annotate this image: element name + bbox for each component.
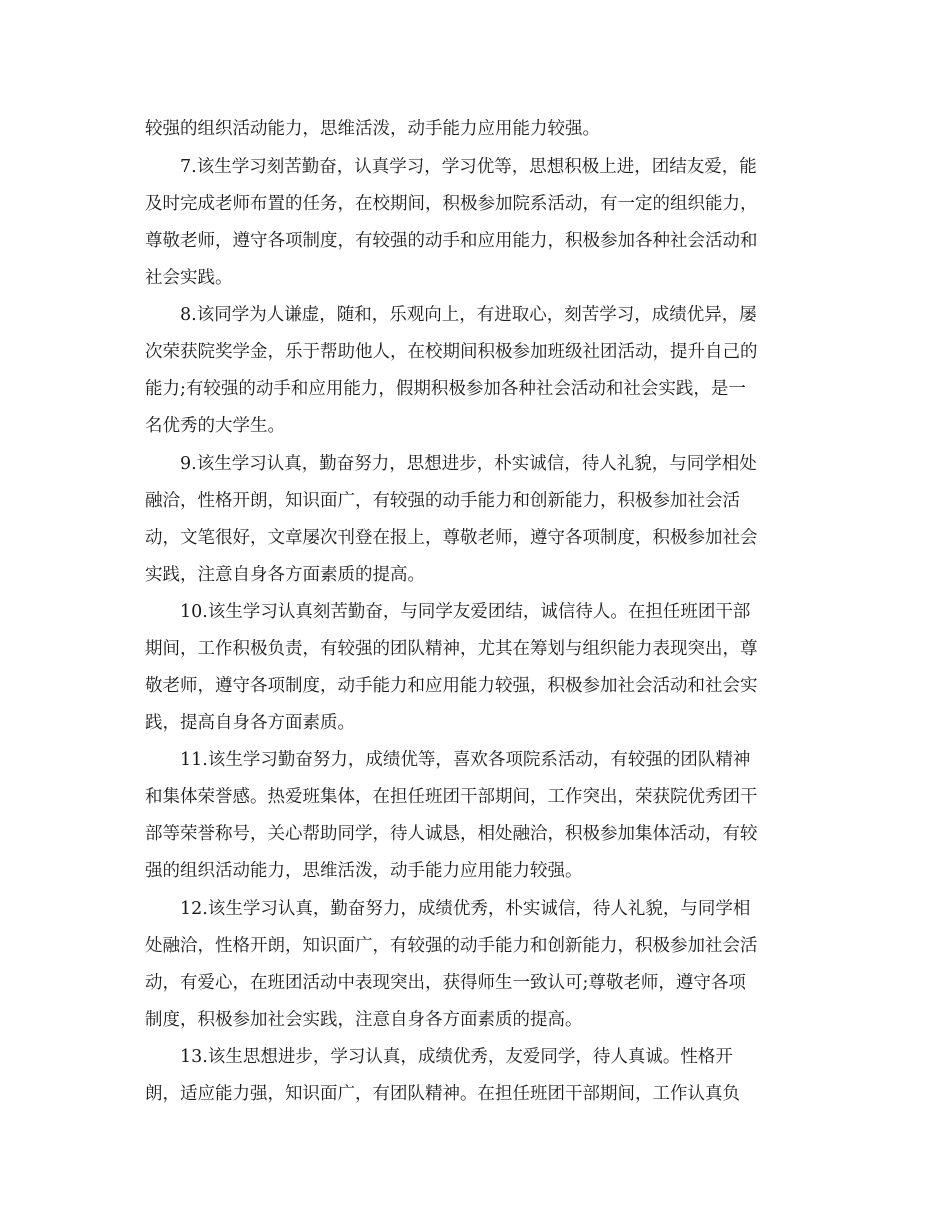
text-line: 强的组织活动能力，思维活泼，动手能力应用能力较强。 xyxy=(145,861,583,881)
paragraph-7-line: 7.该生学习刻苦勤奋，认真学习，学习优等，思想积极上进，团结友爱，能 xyxy=(180,157,757,177)
text-line: 动，有爱心，在班团活动中表现突出，获得师生一致认可;尊敬老师，遵守各项 xyxy=(145,973,746,993)
text-line: 名优秀的大学生。 xyxy=(145,416,285,436)
text-line: 朗，适应能力强，知识面广，有团队精神。在担任班团干部期间，工作认真负 xyxy=(145,1084,740,1104)
paragraph-10-line: 10.该生学习认真刻苦勤奋，与同学友爱团结，诚信待人。在担任班团干部 xyxy=(180,602,751,622)
text-line: 尊敬老师，遵守各项制度，有较强的动手和应用能力，积极参加各种社会活动和 xyxy=(145,231,758,251)
paragraph-9-line: 9.该生学习认真，勤奋努力，思想进步，朴实诚信，待人礼貌，与同学相处 xyxy=(180,454,757,474)
text-line: 社会实践。 xyxy=(145,268,233,288)
text-line: 次荣获院奖学金，乐于帮助他人，在校期间积极参加班级社团活动，提升自己的 xyxy=(145,342,758,362)
text-line: 部等荣誉称号，关心帮助同学，待人诚恳，相处融洽，积极参加集体活动，有较 xyxy=(145,824,758,844)
text-line: 处融洽，性格开朗，知识面广，有较强的动手能力和创新能力，积极参加社会活 xyxy=(145,936,758,956)
text-line: 践，提高自身各方面素质。 xyxy=(145,713,355,733)
paragraph-12-line: 12.该生学习认真，勤奋努力，成绩优秀，朴实诚信，待人礼貌，与同学相 xyxy=(180,899,751,919)
paragraph-11-line: 11.该生学习勤奋努力，成绩优等，喜欢各项院系活动，有较强的团队精神 xyxy=(180,750,751,770)
text-line: 能力;有较强的动手和应用能力，假期积极参加各种社会活动和社会实践，是一 xyxy=(145,379,746,399)
text-line: 及时完成老师布置的任务，在校期间，积极参加院系活动，有一定的组织能力， xyxy=(145,194,758,214)
text-line: 融洽，性格开朗，知识面广，有较强的动手能力和创新能力，积极参加社会活 xyxy=(145,491,740,511)
text-line: 动，文笔很好，文章屡次刊登在报上，尊敬老师，遵守各项制度，积极参加社会 xyxy=(145,528,758,548)
text-line: 和集体荣誉感。热爱班集体，在担任班团干部期间，工作突出，荣获院优秀团干 xyxy=(145,787,758,807)
text-line: 制度，积极参加社会实践，注意自身各方面素质的提高。 xyxy=(145,1010,583,1030)
text-line: 期间，工作积极负责，有较强的团队精神，尤其在筹划与组织能力表现突出，尊 xyxy=(145,639,758,659)
text-line: 实践，注意自身各方面素质的提高。 xyxy=(145,565,425,585)
paragraph-8-line: 8.该同学为人谦虚，随和，乐观向上，有进取心，刻苦学习，成绩优异，屡 xyxy=(180,305,757,325)
paragraph-13-line: 13.该生思想进步，学习认真，成绩优秀，友爱同学，待人真诚。性格开 xyxy=(180,1047,733,1067)
text-line: 较强的组织活动能力，思维活泼，动手能力应用能力较强。 xyxy=(145,119,600,139)
text-line: 敬老师，遵守各项制度，动手能力和应用能力较强，积极参加社会活动和社会实 xyxy=(145,676,758,696)
